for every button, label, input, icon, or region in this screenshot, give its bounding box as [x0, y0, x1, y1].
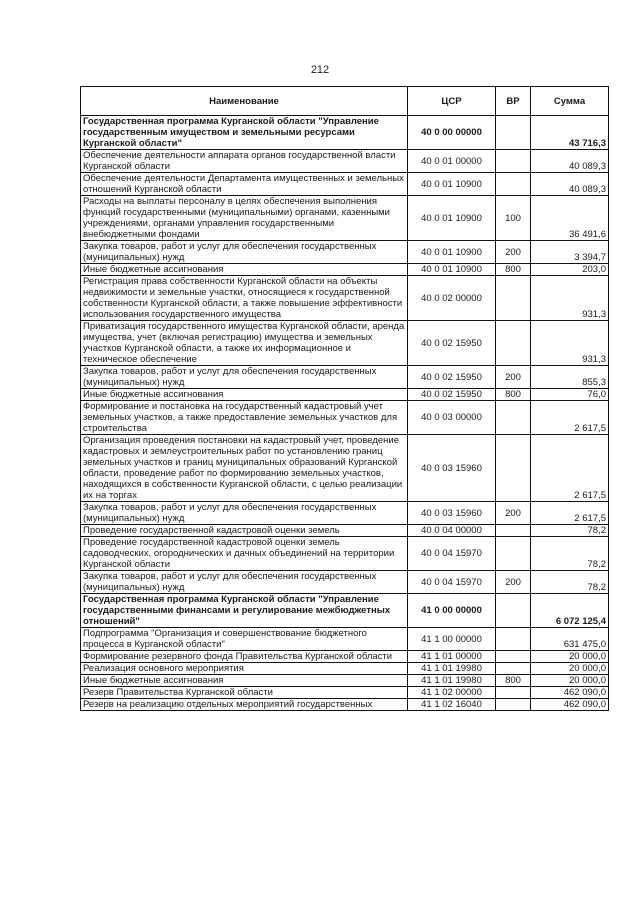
table-row — [81, 389, 609, 401]
row-vr-cell — [496, 687, 531, 699]
row-vr-cell: 200 — [496, 241, 531, 264]
row-csr-cell: 40 0 03 15960 — [408, 502, 496, 525]
row-vr-cell — [496, 435, 531, 502]
row-vr-cell — [496, 594, 531, 628]
row-csr-cell: 40 0 01 10900 — [408, 196, 496, 241]
row-sum-cell: 78,2 — [531, 537, 609, 571]
row-name-cell: Государственная программа Курганской области "Управление государственным имуществом и земельными ресурсами Курганской области" — [81, 116, 408, 150]
row-csr-cell: 40 0 01 00000 — [408, 150, 496, 173]
row-name-cell: Закупка товаров, работ и услуг для обеспечения государственных (муниципальных) нужд — [81, 571, 408, 594]
table-row — [81, 525, 609, 537]
table-row — [81, 675, 609, 687]
row-sum-cell: 931,3 — [531, 321, 609, 366]
row-csr-cell: 41 1 01 19980 — [408, 675, 496, 687]
row-vr-cell — [496, 173, 531, 196]
row-name-cell: Формирование и постановка на государственный кадастровый учет земельных участков, а также предоставление земельных участков для строительства — [81, 401, 408, 435]
row-sum-cell: 36 491,6 — [531, 196, 609, 241]
row-sum-cell: 40 089,3 — [531, 150, 609, 173]
row-name-cell: Формирование резервного фонда Правительства Курганской области — [81, 651, 408, 663]
row-vr-cell — [496, 525, 531, 537]
table-row — [81, 116, 609, 150]
row-sum-cell: 43 716,3 — [531, 116, 609, 150]
table-row — [81, 196, 609, 241]
row-vr-cell — [496, 628, 531, 651]
table-row — [81, 663, 609, 675]
row-csr-cell: 41 1 01 19980 — [408, 663, 496, 675]
row-csr-cell: 40 0 04 15970 — [408, 571, 496, 594]
row-vr-cell — [496, 116, 531, 150]
column-header-name: Наименование — [81, 87, 408, 116]
row-csr-cell: 40 0 02 15950 — [408, 389, 496, 401]
row-sum-cell: 631 475,0 — [531, 628, 609, 651]
row-name-cell: Иные бюджетные ассигнования — [81, 264, 408, 276]
row-sum-cell: 2 617,5 — [531, 435, 609, 502]
table-row — [81, 537, 609, 571]
row-csr-cell: 40 0 02 15950 — [408, 366, 496, 389]
row-name-cell: Приватизация государственного имущества Курганской области, аренда имущества, учет (включая регистрацию) имущества и земельных участков Курганской области, а также их информационное и техническое обеспечение — [81, 321, 408, 366]
row-vr-cell: 800 — [496, 675, 531, 687]
table-row — [81, 321, 609, 366]
row-vr-cell — [496, 321, 531, 366]
row-sum-cell: 462 090,0 — [531, 699, 609, 711]
row-name-cell: Проведение государственной кадастровой оценки земель садоводческих, огороднических и дачных объединений на территории Курганской области — [81, 537, 408, 571]
row-csr-cell: 41 1 02 00000 — [408, 687, 496, 699]
table-row — [81, 699, 609, 711]
column-header-csr: ЦСР — [408, 87, 496, 116]
row-sum-cell: 203,0 — [531, 264, 609, 276]
row-vr-cell — [496, 699, 531, 711]
row-sum-cell: 462 090,0 — [531, 687, 609, 699]
row-csr-cell: 40 0 02 00000 — [408, 276, 496, 321]
table-row — [81, 628, 609, 651]
row-csr-cell: 40 0 04 15970 — [408, 537, 496, 571]
row-sum-cell: 855,3 — [531, 366, 609, 389]
row-name-cell: Закупка товаров, работ и услуг для обеспечения государственных (муниципальных) нужд — [81, 241, 408, 264]
table-row — [81, 173, 609, 196]
row-vr-cell: 100 — [496, 196, 531, 241]
row-vr-cell — [496, 401, 531, 435]
table-row — [81, 435, 609, 502]
row-csr-cell: 40 0 03 15960 — [408, 435, 496, 502]
row-sum-cell: 78,2 — [531, 571, 609, 594]
row-vr-cell: 800 — [496, 264, 531, 276]
row-name-cell: Обеспечение деятельности аппарата органов государственной власти Курганской области — [81, 150, 408, 173]
row-csr-cell: 40 0 01 10900 — [408, 241, 496, 264]
row-name-cell: Иные бюджетные ассигнования — [81, 675, 408, 687]
row-vr-cell — [496, 537, 531, 571]
row-sum-cell: 6 072 125,4 — [531, 594, 609, 628]
row-name-cell: Резерв Правительства Курганской области — [81, 687, 408, 699]
row-name-cell: Закупка товаров, работ и услуг для обеспечения государственных (муниципальных) нужд — [81, 502, 408, 525]
row-sum-cell: 40 089,3 — [531, 173, 609, 196]
budget-table — [80, 86, 609, 711]
table-row — [81, 401, 609, 435]
row-csr-cell: 40 0 03 00000 — [408, 401, 496, 435]
table-row — [81, 502, 609, 525]
row-sum-cell: 76,0 — [531, 389, 609, 401]
row-sum-cell: 20 000,0 — [531, 663, 609, 675]
table-row — [81, 150, 609, 173]
row-name-cell: Расходы на выплаты персоналу в целях обеспечения выполнения функций государственными (муниципальными) органами, казенными учреждениями, органами управления государственными внебюджетными фондами — [81, 196, 408, 241]
row-csr-cell: 41 0 00 00000 — [408, 594, 496, 628]
row-sum-cell: 78,2 — [531, 525, 609, 537]
row-csr-cell: 41 1 02 16040 — [408, 699, 496, 711]
row-vr-cell: 200 — [496, 366, 531, 389]
row-sum-cell: 20 000,0 — [531, 651, 609, 663]
row-name-cell: Регистрация права собственности Курганской области на объекты недвижимости и земельные участки, относящиеся к государственной собственности Курганской области, а также повышение эффективности использования государственного имущества — [81, 276, 408, 321]
table-row — [81, 276, 609, 321]
row-vr-cell — [496, 663, 531, 675]
row-sum-cell: 2 617,5 — [531, 502, 609, 525]
row-vr-cell — [496, 150, 531, 173]
row-name-cell: Резерв на реализацию отдельных мероприятий государственных — [81, 699, 408, 711]
table-row — [81, 687, 609, 699]
column-header-vr: ВР — [496, 87, 531, 116]
table-row — [81, 366, 609, 389]
row-sum-cell: 20 000,0 — [531, 675, 609, 687]
row-csr-cell: 40 0 04 00000 — [408, 525, 496, 537]
row-vr-cell — [496, 651, 531, 663]
row-vr-cell: 800 — [496, 389, 531, 401]
row-sum-cell: 3 394,7 — [531, 241, 609, 264]
row-name-cell: Подпрограмма "Организация и совершенствование бюджетного процесса в Курганской области" — [81, 628, 408, 651]
table-row — [81, 241, 609, 264]
row-csr-cell: 40 0 02 15950 — [408, 321, 496, 366]
row-name-cell: Организация проведения постановки на кадастровый учет, проведение кадастровых и землеустроительных работ по установлению границ земельных участков и границ муниципальных образований Курганской области, проведение работ по формированию земельных участков, находящихся в собственности Курганской области, с целью реализации их на торгах — [81, 435, 408, 502]
row-sum-cell: 931,3 — [531, 276, 609, 321]
row-sum-cell: 2 617,5 — [531, 401, 609, 435]
row-name-cell: Проведение государственной кадастровой оценки земель — [81, 525, 408, 537]
table-body — [81, 116, 609, 711]
table-row — [81, 594, 609, 628]
table-header-row — [81, 87, 609, 116]
table-row — [81, 264, 609, 276]
row-name-cell: Государственная программа Курганской области "Управление государственными финансами и регулирование межбюджетных отношений" — [81, 594, 408, 628]
row-csr-cell: 40 0 01 10900 — [408, 173, 496, 196]
row-name-cell: Закупка товаров, работ и услуг для обеспечения государственных (муниципальных) нужд — [81, 366, 408, 389]
row-csr-cell: 41 1 01 00000 — [408, 651, 496, 663]
row-name-cell: Иные бюджетные ассигнования — [81, 389, 408, 401]
row-vr-cell: 200 — [496, 571, 531, 594]
row-csr-cell: 40 0 00 00000 — [408, 116, 496, 150]
row-csr-cell: 41 1 00 00000 — [408, 628, 496, 651]
row-name-cell: Реализация основного мероприятия — [81, 663, 408, 675]
page-number: 212 — [310, 64, 330, 76]
table-row — [81, 651, 609, 663]
column-header-sum: Сумма — [531, 87, 609, 116]
row-vr-cell: 200 — [496, 502, 531, 525]
row-csr-cell: 40 0 01 10900 — [408, 264, 496, 276]
row-vr-cell — [496, 276, 531, 321]
table-row — [81, 571, 609, 594]
row-name-cell: Обеспечение деятельности Департамента имущественных и земельных отношений Курганской области — [81, 173, 408, 196]
